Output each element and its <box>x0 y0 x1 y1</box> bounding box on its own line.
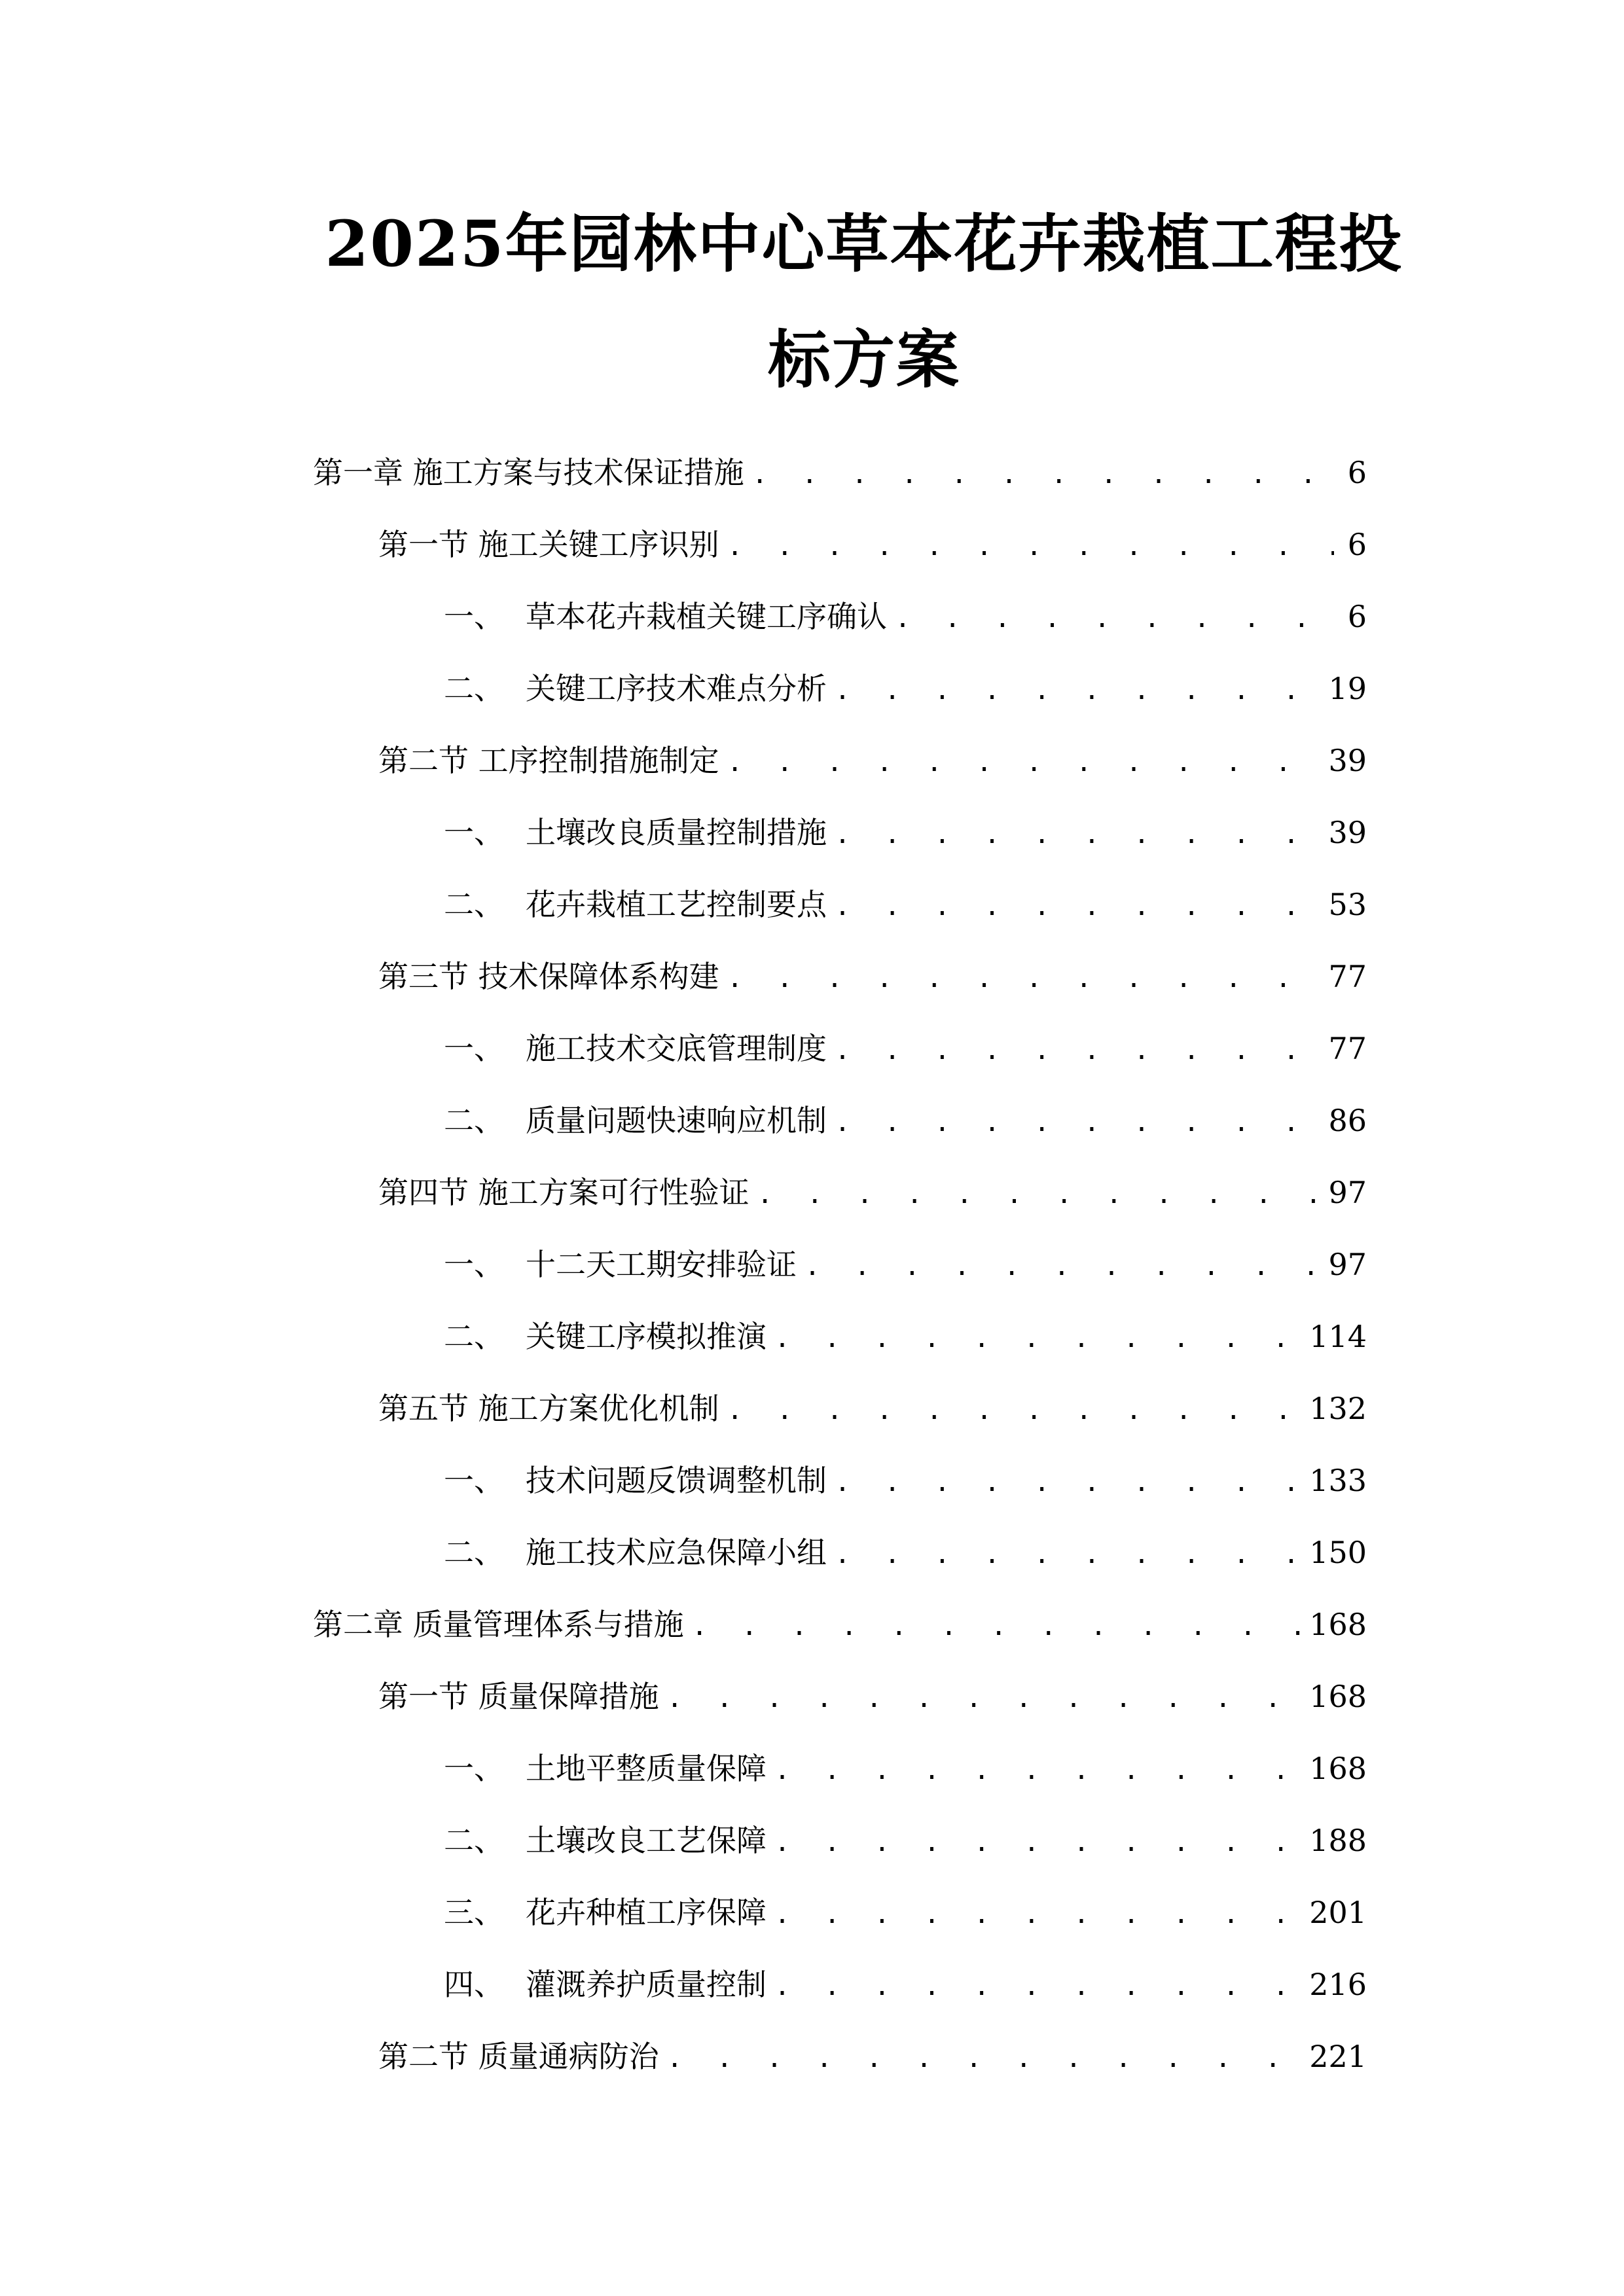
toc-entry-content <box>444 1965 1367 2006</box>
toc-entry-number: 一、 <box>444 1462 504 1498</box>
toc-page-number: 221 <box>1309 2038 1367 2074</box>
toc-page-number: 86 <box>1328 1102 1367 1138</box>
toc-entry-content <box>444 1749 1367 1790</box>
toc-entry[interactable] <box>0 1373 1624 1445</box>
toc-dot-leader <box>727 1391 1303 1430</box>
toc-entry-content <box>444 1821 1367 1862</box>
toc-dot-leader <box>774 1823 1303 1862</box>
toc-entry-number: 第二章 <box>313 1606 413 1642</box>
toc-entry-content <box>378 1173 1367 1214</box>
toc-entry-heading: 技术保障体系构建 <box>478 958 719 994</box>
toc-entry[interactable] <box>0 581 1624 653</box>
document-title-line-2: 标方案 <box>768 323 960 397</box>
toc-dot-leader <box>774 1319 1303 1358</box>
toc-page-number: 132 <box>1309 1390 1367 1426</box>
toc-entry-number: 三、 <box>444 1894 504 1930</box>
toc-entry-content <box>444 1461 1367 1502</box>
toc-page-number: 77 <box>1328 1030 1367 1066</box>
toc-page-number: 188 <box>1309 1822 1367 1858</box>
toc-entry-content <box>313 453 1367 494</box>
toc-entry-heading: 质量通病防治 <box>478 2038 659 2074</box>
toc-dot-leader <box>752 455 1334 494</box>
toc-dot-leader <box>727 743 1322 782</box>
toc-entry[interactable] <box>0 1229 1624 1301</box>
toc-page-number: 150 <box>1309 1534 1367 1570</box>
toc-entry-number: 第四节 <box>378 1174 478 1210</box>
toc-dot-leader <box>835 815 1322 854</box>
toc-entry-content <box>378 2037 1367 2078</box>
toc-entry[interactable] <box>0 1661 1624 1733</box>
toc-entry-heading: 技术问题反馈调整机制 <box>526 1462 827 1498</box>
toc-page-number: 39 <box>1328 814 1367 850</box>
toc-entry-heading: 关键工序技术难点分析 <box>526 670 827 706</box>
toc-entry-heading: 十二天工期安排验证 <box>526 1246 797 1282</box>
toc-entry-number: 二、 <box>444 1534 504 1570</box>
toc-entry-number: 二、 <box>444 670 504 706</box>
toc-dot-leader <box>774 1751 1303 1790</box>
toc-entry-heading: 施工技术交底管理制度 <box>526 1030 827 1066</box>
toc-entry-content <box>444 1029 1367 1070</box>
toc-entry[interactable] <box>0 1589 1624 1661</box>
toc-entry-heading: 质量保障措施 <box>478 1678 659 1714</box>
toc-entry-content <box>444 597 1367 638</box>
table-of-contents <box>0 437 1624 2093</box>
toc-entry-heading: 土壤改良质量控制措施 <box>526 814 827 850</box>
toc-entry-heading: 施工方案可行性验证 <box>478 1174 749 1210</box>
toc-entry-number: 第二节 <box>378 742 478 778</box>
toc-entry[interactable] <box>0 1949 1624 2021</box>
toc-entry-heading: 草本花卉栽植关键工序确认 <box>526 598 887 634</box>
toc-entry[interactable] <box>0 797 1624 869</box>
toc-entry[interactable] <box>0 1301 1624 1373</box>
toc-dot-leader <box>727 527 1334 566</box>
toc-page-number: 6 <box>1347 526 1367 562</box>
toc-entry-heading: 关键工序模拟推演 <box>526 1318 767 1354</box>
toc-dot-leader <box>895 599 1334 638</box>
toc-entry-number: 一、 <box>444 598 504 634</box>
toc-entry-content <box>444 1245 1367 1286</box>
toc-entry-number: 第三节 <box>378 958 478 994</box>
toc-entry-content <box>444 885 1367 926</box>
toc-entry[interactable] <box>0 1517 1624 1589</box>
toc-page-number: 168 <box>1309 1750 1367 1786</box>
toc-entry[interactable] <box>0 2021 1624 2093</box>
toc-dot-leader <box>835 1031 1322 1070</box>
toc-entry-content <box>444 1317 1367 1358</box>
toc-dot-leader <box>835 887 1322 926</box>
toc-entry-number: 二、 <box>444 1822 504 1858</box>
toc-entry-content <box>378 957 1367 998</box>
toc-dot-leader <box>692 1607 1303 1646</box>
toc-entry[interactable] <box>0 509 1624 581</box>
toc-entry[interactable] <box>0 1013 1624 1085</box>
toc-entry-heading: 花卉种植工序保障 <box>526 1894 767 1930</box>
toc-page-number: 97 <box>1328 1246 1367 1282</box>
toc-dot-leader <box>835 671 1322 710</box>
document-title-line-1: 2025年园林中心草本花卉栽植工程投 <box>325 207 1403 281</box>
toc-page-number: 216 <box>1309 1966 1367 2002</box>
toc-entry-content <box>444 669 1367 710</box>
toc-entry-heading: 质量管理体系与措施 <box>412 1606 684 1642</box>
toc-page-number: 168 <box>1309 1678 1367 1714</box>
toc-entry-heading: 工序控制措施制定 <box>478 742 719 778</box>
toc-entry-number: 第一节 <box>378 1678 478 1714</box>
toc-entry-heading: 花卉栽植工艺控制要点 <box>526 886 827 922</box>
toc-entry-number: 一、 <box>444 1750 504 1786</box>
toc-dot-leader <box>774 1967 1303 2006</box>
toc-entry-content <box>444 1893 1367 1934</box>
toc-entry-content <box>444 1533 1367 1574</box>
toc-page-number: 6 <box>1347 454 1367 490</box>
toc-dot-leader <box>667 2039 1303 2078</box>
toc-entry-heading: 施工方案优化机制 <box>478 1390 719 1426</box>
toc-entry-content <box>313 1605 1367 1646</box>
toc-entry-heading: 质量问题快速响应机制 <box>526 1102 827 1138</box>
toc-entry-content <box>378 1389 1367 1430</box>
toc-page-number: 114 <box>1309 1318 1367 1354</box>
toc-entry[interactable] <box>0 437 1624 509</box>
toc-entry[interactable] <box>0 1733 1624 1805</box>
toc-page-number: 39 <box>1328 742 1367 778</box>
toc-entry-number: 第五节 <box>378 1390 478 1426</box>
toc-entry-number: 二、 <box>444 1102 504 1138</box>
toc-entry-number: 第二节 <box>378 2038 478 2074</box>
toc-entry[interactable] <box>0 941 1624 1013</box>
toc-entry-number: 二、 <box>444 886 504 922</box>
toc-entry[interactable] <box>0 1445 1624 1517</box>
toc-page-number: 168 <box>1309 1606 1367 1642</box>
toc-page-number: 6 <box>1347 598 1367 634</box>
toc-entry-heading: 灌溉养护质量控制 <box>526 1966 767 2002</box>
toc-entry[interactable] <box>0 1805 1624 1877</box>
toc-dot-leader <box>727 959 1322 998</box>
toc-page-number: 97 <box>1328 1174 1367 1210</box>
toc-dot-leader <box>757 1175 1322 1214</box>
toc-page-number: 201 <box>1309 1894 1367 1930</box>
toc-entry-heading: 土地平整质量保障 <box>526 1750 767 1786</box>
toc-page-number: 77 <box>1328 958 1367 994</box>
toc-entry[interactable] <box>0 869 1624 941</box>
toc-page-number: 133 <box>1309 1462 1367 1498</box>
toc-entry-content <box>378 1677 1367 1718</box>
toc-entry-heading: 土壤改良工艺保障 <box>526 1822 767 1858</box>
toc-entry-content <box>378 525 1367 566</box>
toc-entry-number: 四、 <box>444 1966 504 2002</box>
toc-entry-number: 第一节 <box>378 526 478 562</box>
toc-dot-leader <box>835 1535 1303 1574</box>
toc-entry[interactable] <box>0 1157 1624 1229</box>
toc-dot-leader <box>667 1679 1303 1718</box>
toc-entry-heading: 施工技术应急保障小组 <box>526 1534 827 1570</box>
toc-entry[interactable] <box>0 725 1624 797</box>
toc-page-number: 19 <box>1328 670 1367 706</box>
toc-dot-leader <box>774 1895 1303 1934</box>
toc-entry-heading: 施工关键工序识别 <box>478 526 719 562</box>
toc-entry-content <box>444 1101 1367 1142</box>
toc-entry-number: 一、 <box>444 1246 504 1282</box>
toc-entry[interactable] <box>0 1085 1624 1157</box>
toc-entry-number: 二、 <box>444 1318 504 1354</box>
toc-entry-heading: 施工方案与技术保证措施 <box>412 454 744 490</box>
toc-entry-content <box>378 741 1367 782</box>
toc-entry-content <box>444 813 1367 854</box>
toc-page-number: 53 <box>1328 886 1367 922</box>
toc-entry-number: 第一章 <box>313 454 413 490</box>
toc-dot-leader <box>835 1463 1303 1502</box>
toc-dot-leader <box>835 1103 1322 1142</box>
toc-dot-leader <box>804 1247 1322 1286</box>
toc-entry[interactable] <box>0 1877 1624 1949</box>
toc-entry-number: 一、 <box>444 814 504 850</box>
toc-entry[interactable] <box>0 653 1624 725</box>
toc-entry-number: 一、 <box>444 1030 504 1066</box>
